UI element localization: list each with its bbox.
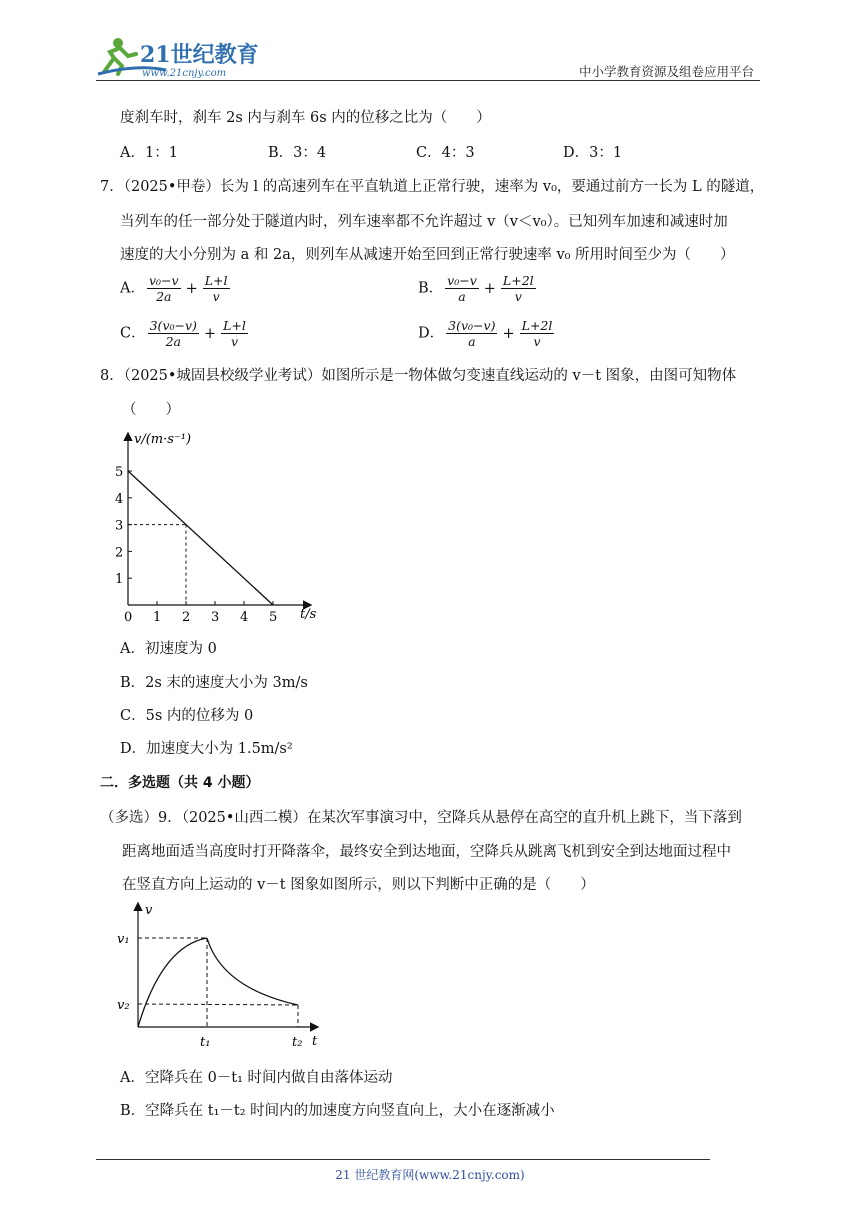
q8-y-tick-label: 1 <box>115 572 124 588</box>
header-platform-text: 中小学教育资源及组卷应用平台 <box>578 64 754 79</box>
q9-option-b: B．空降兵在 t₁－t₂ 时间内的加速度方向竖直向上，大小在逐渐减小 <box>120 1103 555 1119</box>
q7-option-c: C． $\frac{\text{3(v₀−v)}}{2a}$ + $\frac{L+l}{v}$ <box>120 318 246 349</box>
q9-x-axis-label: t <box>312 1034 318 1049</box>
q9-vt-graph <box>112 898 334 1056</box>
section-title-multi-choice: 二．多选题（共 4 小题） <box>100 775 260 791</box>
q9-t1-label: t₁ <box>200 1035 211 1050</box>
footer-divider <box>96 1159 710 1160</box>
q7-option-a: A． $\frac{\text{v₀−v}}{2a}$ + $\frac{L+l}{v}$ <box>120 273 228 304</box>
q9-line-3: 在竖直方向上运动的 v－t 图象如图所示，则以下判断中正确的是（ ） <box>122 877 595 893</box>
q6-option-b: B．3：4 <box>268 145 327 161</box>
q8-x-tick-label: 3 <box>211 610 220 625</box>
q8-y-tick-label: 5 <box>115 465 124 480</box>
logo-runner-icon <box>96 34 266 80</box>
q8-x-tick-label: 4 <box>240 610 249 625</box>
q6-line: 度刹车时，刹车 2s 内与刹车 6s 内的位移之比为（ ） <box>120 110 491 126</box>
q8-y-tick-label: 3 <box>115 518 124 534</box>
q8-line-2: （ ） <box>122 402 180 418</box>
q9-accel-curve <box>138 938 207 1027</box>
q6-option-c: C．4：3 <box>416 145 475 161</box>
q9-decel-curve <box>207 938 298 1005</box>
q9-y-axis-label: v <box>145 903 153 918</box>
q9-v1-label: v₁ <box>117 932 130 947</box>
q8-x-tick-label: 0 <box>124 610 133 625</box>
q8-option-b: B．2s 末的速度大小为 3m/s <box>120 675 308 691</box>
q9-v2-label: v₂ <box>117 998 130 1013</box>
q8-y-axis-label: v/(m·s⁻¹) <box>134 432 192 447</box>
q7-line-2: 当列车的任一部分处于隧道内时，列车速率都不允许超过 v（v＜v₀）。已知列车加速和减速时加 <box>120 214 728 230</box>
q8-vt-graph <box>110 428 340 628</box>
footer-text: 21 世纪教育网(www.21cnjy.com) <box>335 1168 525 1182</box>
q6-option-a: A．1：1 <box>120 145 178 161</box>
header-divider <box>96 80 760 81</box>
q8-option-a: A．初速度为 0 <box>120 641 217 657</box>
q9-v2-guide <box>138 1004 298 1005</box>
q8-x-axis-label: t/s <box>300 607 317 622</box>
q9-option-a: A．空降兵在 0－t₁ 时间内做自由落体运动 <box>120 1070 393 1086</box>
q7-line-1: 7．（2025•甲卷）长为 l 的高速列车在平直轨道上正常行驶，速率为 v₀，要通过前方一长为 L 的隧道， <box>100 179 765 195</box>
q8-velocity-line <box>128 471 273 605</box>
svg-text:www.21cnjy.com: www.21cnjy.com <box>142 68 227 79</box>
q8-line-1: 8．（2025•城固县校级学业考试）如图所示是一物体做匀变速直线运动的 v－t 图象，由图可知物体 <box>100 368 737 384</box>
q8-y-tick-label: 4 <box>115 491 124 507</box>
svg-text:21世纪教育: 21世纪教育 <box>140 42 259 68</box>
q7-option-d: D． $\frac{\text{3(v₀−v)}}{a}$ + $\frac{L+2l}{v}$ <box>418 318 553 349</box>
q8-x-tick-label: 1 <box>153 610 162 625</box>
q6-option-d: D．3：1 <box>563 145 623 161</box>
q8-y-tick-label: 2 <box>115 545 124 561</box>
q7-option-b: B． $\frac{\text{v₀−v}}{a}$ + $\frac{L+2l}{v}$ <box>418 273 534 304</box>
site-logo <box>96 34 266 80</box>
q8-option-d: D．加速度大小为 1.5m/s² <box>120 741 293 757</box>
q7-line-3: 速度的大小分别为 a 和 2a，则列车从减速开始至回到正常行驶速率 v₀ 所用时间至少为（ ） <box>120 247 735 263</box>
q9-line-2: 距离地面适当高度时打开降落伞，最终安全到达地面，空降兵从跳离飞机到安全到达地面过程中 <box>122 844 731 860</box>
q9-line-1: （多选）9．（2025•山西二模）在某次军事演习中，空降兵从悬停在高空的直升机上跳下，当下落到 <box>100 810 742 826</box>
q9-t2-label: t₂ <box>292 1035 303 1050</box>
q8-option-c: C．5s 内的位移为 0 <box>120 708 254 724</box>
q8-x-tick-label: 2 <box>182 610 191 625</box>
q8-x-tick-label: 5 <box>269 610 278 625</box>
